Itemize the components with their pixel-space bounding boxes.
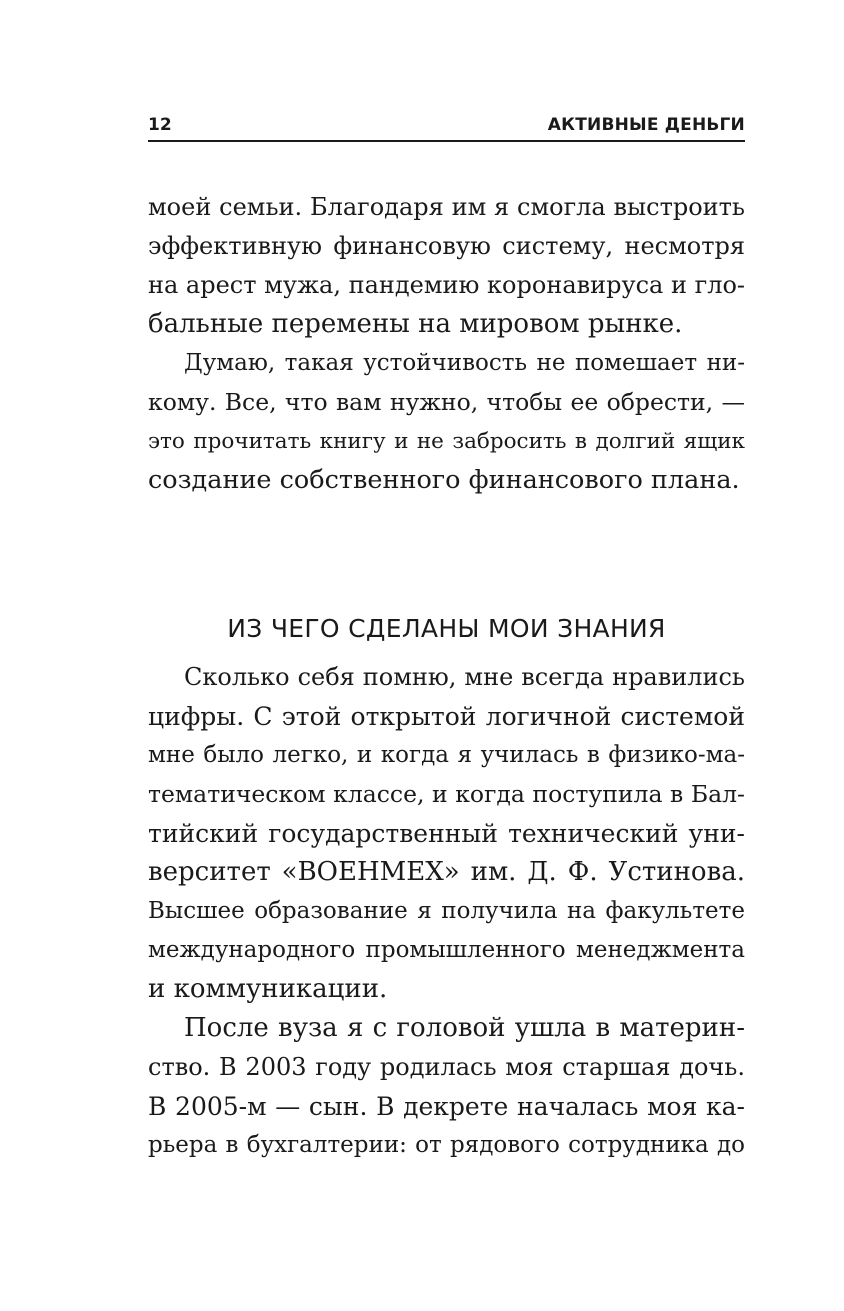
text-line: цифры. С этой открытой логичной системой [148,702,745,731]
text-line: бальные перемены на мировом рынке. [148,309,683,339]
text-line: После вуза я с головой ушла в материн- [184,1013,745,1043]
text-line: эффективную финансовую систему, несмотря [148,232,745,260]
text-line: мне было легко, и когда я училась в физико-ма- [148,742,745,768]
page-number: 12 [148,115,172,135]
header-rule [148,140,745,142]
text-line: рьера в бухгалтерии: от рядового сотрудника до [148,1132,745,1158]
text-line: моей семьи. Благодаря им я смогла выстроить [148,193,745,221]
text-line: верситет «ВОЕНМЕХ» им. Д. Ф. Устинова. [148,857,745,887]
text-line: Сколько себя помню, мне всегда нравились [184,663,745,691]
running-head [148,112,745,138]
text-line: В 2005-м — сын. В декрете началась моя ка- [148,1092,745,1121]
text-line: тематическом классе, и когда поступила в Бал- [148,780,745,808]
text-line: создание собственного финансового плана. [148,465,740,495]
text-line: кому. Все, что вам нужно, чтобы ее обрести, — [148,388,745,416]
section-heading: ИЗ ЧЕГО СДЕЛАНЫ МОИ ЗНАНИЯ [227,614,666,643]
text-line: и коммуникации. [148,974,388,1004]
text-line: Думаю, такая устойчивость не помешает ни- [184,350,745,376]
book-title: АКТИВНЫЕ ДЕНЬГИ [547,115,745,135]
text-line: тийский государственный технический уни- [148,819,745,848]
text-line: это прочитать книгу и не забросить в долгий ящик [148,429,745,454]
text-line: на арест мужа, пандемию коронавируса и гло- [148,271,745,299]
text-line: Высшее образование я получила на факультете [148,898,745,924]
text-line: международного промышленного менеджмента [148,937,745,963]
text-line: ство. В 2003 году родилась моя старшая дочь. [148,1053,745,1081]
section-text [148,658,745,1165]
intro-text [148,188,745,500]
